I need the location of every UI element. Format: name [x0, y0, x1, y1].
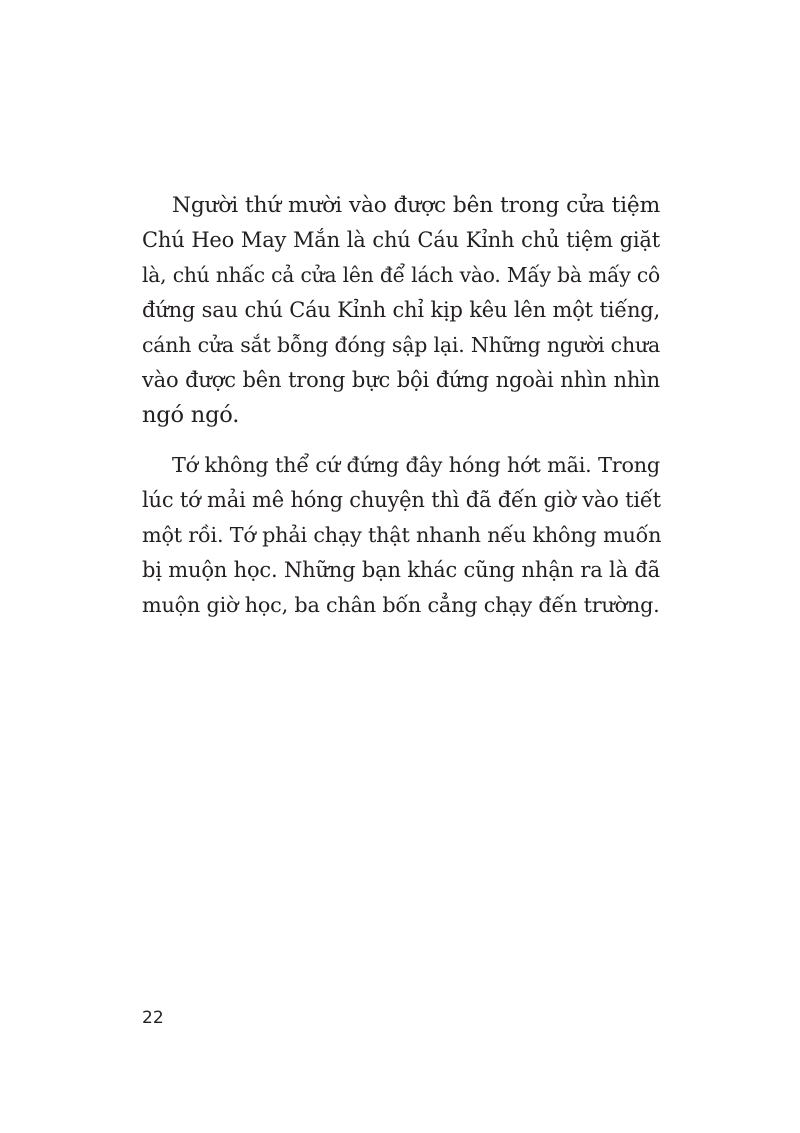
text-line: một rồi. Tớ phải chạy thật nhanh nếu không muốn: [142, 523, 662, 547]
text-line: đứng sau chú Cáu Kỉnh chỉ kịp kêu lên một tiếng,: [142, 298, 660, 322]
text-line: vào được bên trong bực bội đứng ngoài nhìn nhìn: [142, 368, 660, 392]
text-line: Tớ không thể cứ đứng đây hóng hớt mãi. Trong: [172, 453, 660, 477]
text-line: là, chú nhấc cả cửa lên để lách vào. Mấy bà mấy cô: [142, 263, 660, 287]
paragraph-2: [142, 448, 660, 623]
paragraph-1: [142, 188, 660, 433]
text-line: muộn giờ học, ba chân bốn cẳng chạy đến trường.: [142, 593, 660, 617]
text-line: cánh cửa sắt bỗng đóng sập lại. Những người chưa: [142, 333, 660, 357]
text-line: ngó ngó.: [142, 402, 240, 428]
text-line: bị muộn học. Những bạn khác cũng nhận ra là đã: [142, 558, 660, 582]
text-line: Chú Heo May Mắn là chú Cáu Kỉnh chủ tiệm giặt: [142, 228, 660, 252]
text-line: Người thứ mười vào được bên trong cửa tiệm: [172, 193, 660, 218]
text-line: lúc tớ mải mê hóng chuyện thì đã đến giờ vào tiết: [142, 488, 661, 512]
page-number: 22: [142, 1008, 164, 1028]
body-text: [142, 188, 660, 623]
paragraph-spacing: [142, 433, 660, 448]
